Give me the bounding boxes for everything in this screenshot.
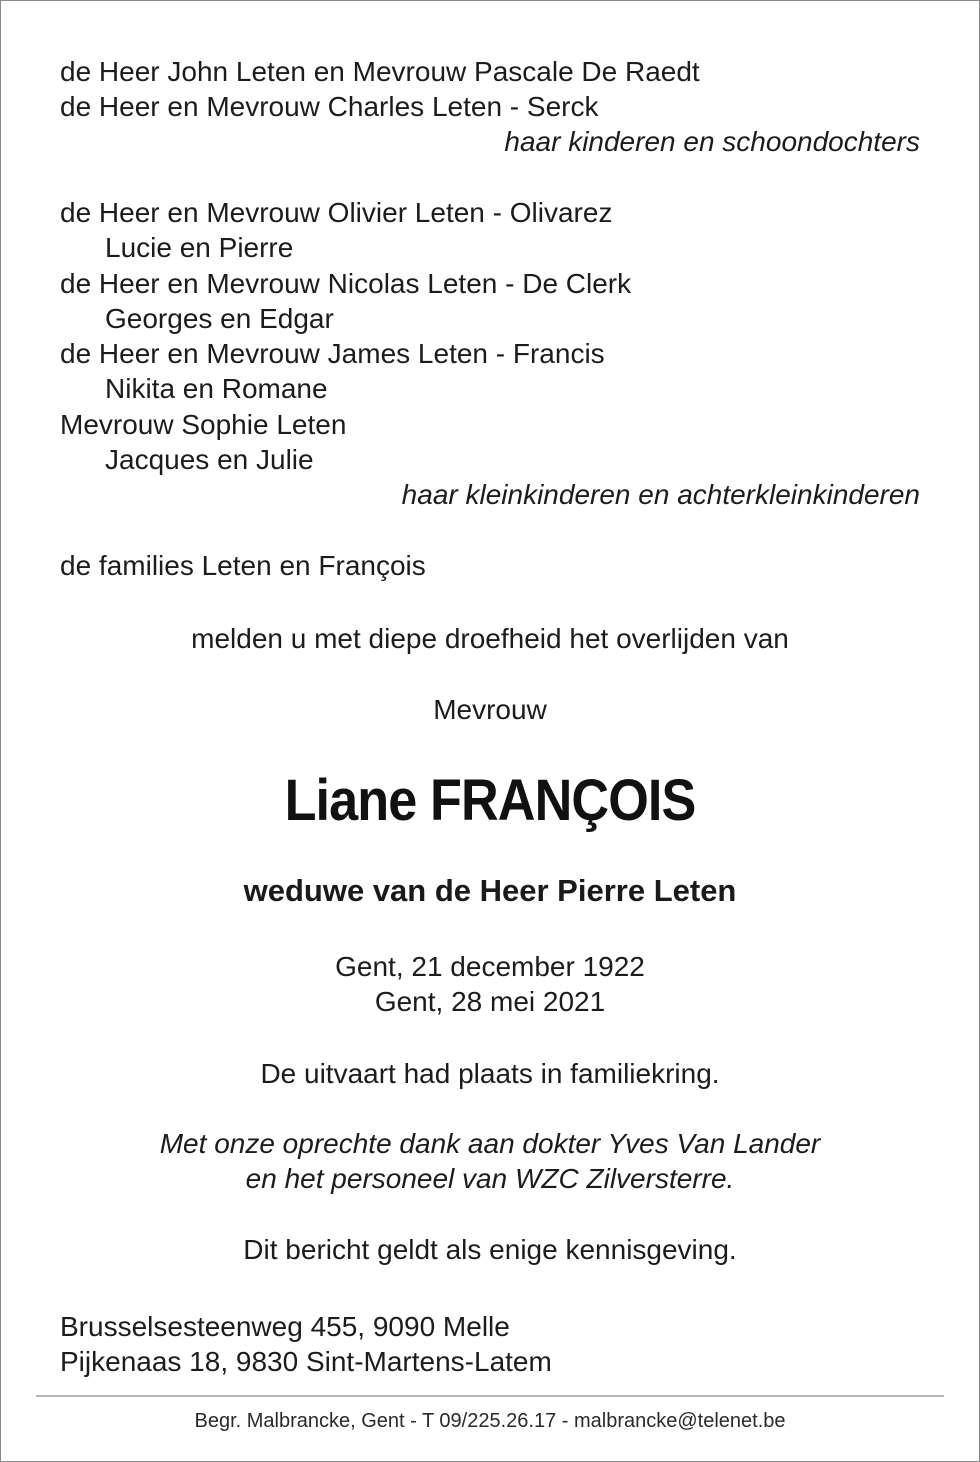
thanks-line-2: en het personeel van WZC Zilversterre. — [245, 1163, 735, 1194]
address-2: Pijkenaas 18, 9830 Sint-Martens-Latem — [60, 1346, 552, 1377]
notice-text: Dit bericht geldt als enige kennisgeving. — [243, 1234, 737, 1265]
thanks-line-1: Met onze oprechte dank aan dokter Yves Van Lander — [159, 1128, 821, 1159]
footer-divider — [36, 1395, 944, 1397]
grandchild-family-4: Mevrouw Sophie Leten — [60, 409, 347, 440]
deceased-name: Liane FRANÇOIS — [284, 768, 696, 833]
birth-date: Gent, 21 december 1922 — [335, 951, 645, 982]
intro-text: melden u met diepe droefheid het overlijden van — [191, 623, 789, 654]
widow-of: weduwe van de Heer Pierre Leten — [243, 873, 737, 908]
address-1: Brusselsesteenweg 455, 9090 Melle — [60, 1311, 510, 1342]
grandchild-family-3: de Heer en Mevrouw James Leten - Francis — [60, 338, 605, 369]
grandchildren-caption: haar kleinkinderen en achterkleinkinderen — [401, 479, 920, 510]
families-line: de families Leten en François — [60, 550, 426, 581]
grandchild-family-1: de Heer en Mevrouw Olivier Leten - Olivarez — [60, 197, 613, 228]
children-caption: haar kinderen en schoondochters — [504, 126, 920, 157]
grandchild-kids-1: Lucie en Pierre — [105, 232, 294, 263]
honorific: Mevrouw — [433, 694, 547, 725]
death-date: Gent, 28 mei 2021 — [374, 986, 606, 1017]
child-line-1: de Heer John Leten en Mevrouw Pascale De Raedt — [60, 56, 700, 87]
funeral-home-footer: Begr. Malbrancke, Gent - T 09/225.26.17 - malbrancke@telenet.be — [194, 1410, 786, 1432]
funeral-text: De uitvaart had plaats in familiekring. — [260, 1058, 720, 1089]
grandchild-kids-4: Jacques en Julie — [105, 444, 314, 475]
grandchild-family-2: de Heer en Mevrouw Nicolas Leten - De Clerk — [60, 268, 632, 299]
grandchild-kids-2: Georges en Edgar — [105, 303, 334, 334]
child-line-2: de Heer en Mevrouw Charles Leten - Serck — [60, 91, 599, 122]
grandchild-kids-3: Nikita en Romane — [105, 373, 328, 404]
